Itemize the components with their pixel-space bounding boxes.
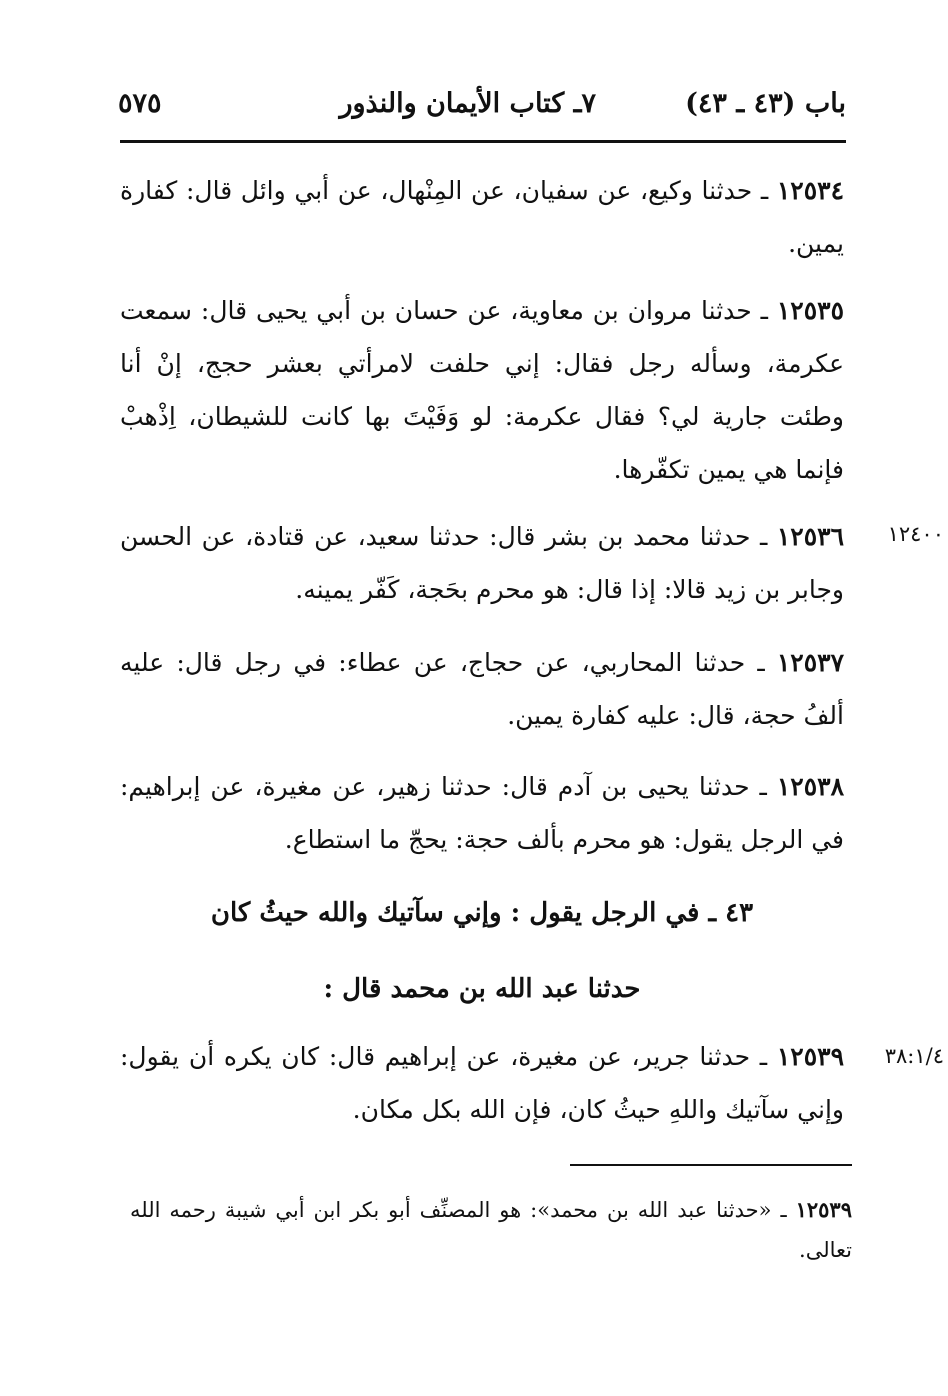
margin-reference: ٣٨:١/٤: [884, 1044, 944, 1068]
section-chain: حدثنا عبد الله بن محمد قال :: [323, 974, 641, 1004]
margin-reference: ١٢٤٠٠: [887, 522, 944, 546]
hadith-entry: [120, 164, 844, 270]
hadith-number: ١٢٥٣٥: [776, 296, 844, 325]
page-number: ٥٧٥: [118, 88, 162, 119]
hadith-entry: [120, 284, 844, 496]
section-title: ٤٣ ـ في الرجل يقول : وإني سآتيك والله حيثُ كان: [210, 898, 754, 928]
hadith-entry: [120, 760, 844, 866]
hadith-number: ١٢٥٣٩: [776, 1042, 844, 1071]
chapter-reference: باب (٤٣ ـ ٤٣): [685, 88, 846, 119]
book-title: ٧ـ كتاب الأيمان والنذور: [339, 88, 596, 119]
hadith-entry: [120, 1030, 844, 1136]
hadith-number: ١٢٥٣٨: [776, 772, 844, 801]
footnote-divider: [570, 1164, 852, 1166]
hadith-text: ـ حدثنا يحيى بن آدم قال: حدثنا زهير، عن مغيرة، عن إبراهيم: في الرجل يقول: هو محرم بألف حجة: يحجّ ما استطاع.: [120, 772, 844, 854]
footnote-number: ١٢٥٣٩: [795, 1197, 852, 1222]
hadith-text: ـ حدثنا وكيع، عن سفيان، عن المِنْهال، عن أبي وائل قال: كفارة يمين.: [120, 176, 844, 258]
hadith-entry: [120, 636, 844, 742]
hadith-number: ١٢٥٣٧: [776, 648, 844, 677]
hadith-number: ١٢٥٣٦: [776, 522, 844, 551]
hadith-text: ـ حدثنا جرير، عن مغيرة، عن إبراهيم قال: كان يكره أن يقول: وإني سآتيك واللهِ حيثُ كان، فإن الله بكل مكان.: [120, 1042, 844, 1124]
hadith-number: ١٢٥٣٤: [776, 176, 844, 205]
hadith-text: ـ حدثنا محمد بن بشر قال: حدثنا سعيد، عن قتادة، عن الحسن وجابر بن زيد قالا: إذا قال: هو محرم بحَجة، كَفّر يمينه.: [120, 522, 844, 604]
footnote: [130, 1190, 852, 1270]
header-divider: [120, 140, 846, 143]
hadith-text: ـ حدثنا المحاربي، عن حجاج، عن عطاء: في رجل قال: عليه ألفُ حجة، قال: عليه كفارة يمين.: [120, 648, 844, 730]
running-header: [118, 82, 846, 132]
hadith-text: ـ حدثنا مروان بن معاوية، عن حسان بن أبي يحيى قال: سمعت عكرمة، وسأله رجل فقال: إني حلفت لامرأتي بعشر حجج، إنْ أنا وطئت جارية لي؟ فقال عكرمة: لو وَفَيْتَ بها كانت للشيطان، اِذْهبْ فإنما هي يمين تكفّرها.: [120, 296, 844, 484]
footnote-text: ـ «حدثنا عبد الله بن محمد»: هو المصنِّف أبو بكر ابن أبي شيبة رحمه الله تعالى.: [130, 1198, 852, 1262]
hadith-entry: [120, 510, 844, 616]
